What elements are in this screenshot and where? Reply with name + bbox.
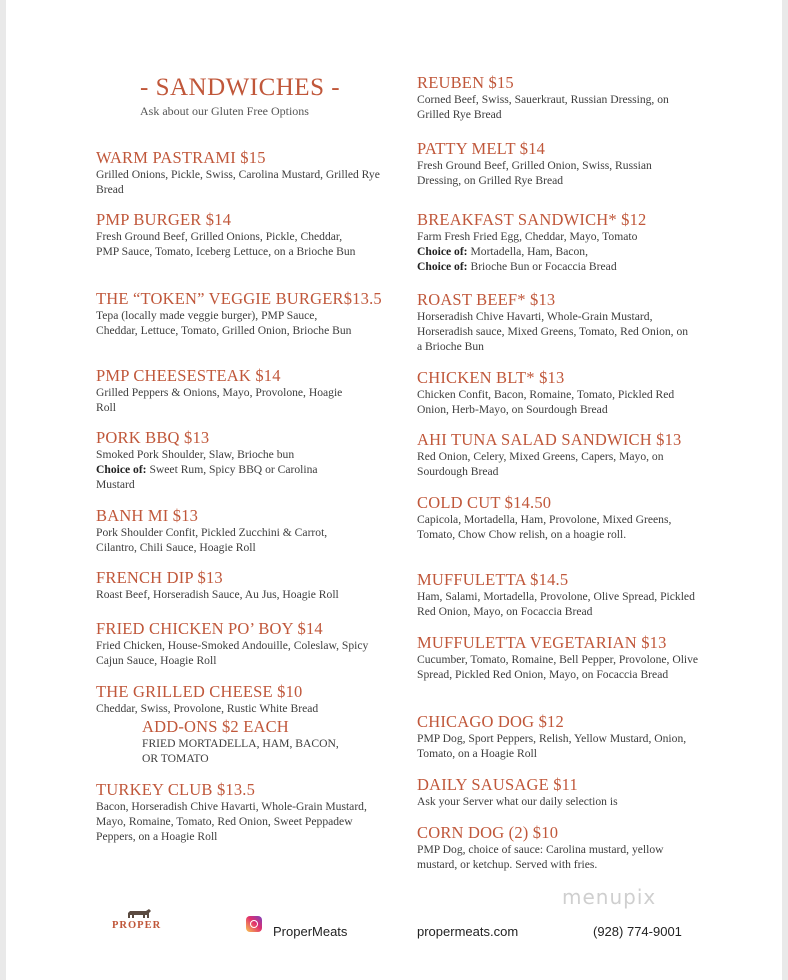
menu-item-cold-cut — [417, 493, 717, 542]
menu-item-veggie-burger — [96, 289, 396, 338]
item-description: Grilled Peppers & Onions, Mayo, Provolone, Hoagie Roll — [96, 386, 343, 414]
item-name: TURKEY CLUB $13.5 — [96, 780, 256, 799]
logo-text: PROPER — [112, 920, 162, 931]
addons-title: ADD-ONS $2 EACH — [142, 717, 289, 736]
menu-item-muffuletta — [417, 570, 717, 619]
item-name: PMP BURGER $14 — [96, 210, 232, 229]
item-name: WARM PASTRAMI $15 — [96, 148, 266, 167]
menu-item-patty-melt — [417, 139, 717, 188]
item-name: COLD CUT $14.50 — [417, 493, 552, 512]
menu-item-pork-bbq — [96, 428, 396, 492]
instagram-handle[interactable]: ProperMeats — [273, 924, 348, 939]
item-choice-bread — [417, 259, 717, 274]
item-description: Ask your Server what our daily selection is — [417, 795, 618, 808]
item-description: Bacon, Horseradish Chive Havarti, Whole-Grain Mustard, Mayo, Romaine, Tomato, Red Onion, Sweet Peppadew Peppers, on a Hoagie Roll — [96, 800, 367, 843]
menu-item-french-dip — [96, 568, 396, 602]
item-description: PMP Dog, choice of sauce: Carolina mustard, yellow mustard, or ketchup. Served with fries. — [417, 843, 664, 871]
watermark: menupix — [562, 885, 657, 909]
item-name: AHI TUNA SALAD SANDWICH $13 — [417, 430, 682, 449]
instagram-icon[interactable] — [246, 916, 262, 932]
item-description: Corned Beef, Swiss, Sauerkraut, Russian Dressing, on Grilled Rye Bread — [417, 93, 669, 121]
page-subtitle: Ask about our Gluten Free Options — [140, 104, 309, 118]
item-description: Red Onion, Celery, Mixed Greens, Capers, Mayo, on Sourdough Bread — [417, 450, 664, 478]
menu-item-chicago-dog — [417, 712, 717, 761]
item-description: Cheddar, Swiss, Provolone, Rustic White Bread — [96, 702, 319, 715]
choice-label: Choice of: — [417, 260, 468, 273]
item-name: THE GRILLED CHEESE $10 — [96, 682, 303, 701]
choice-text: Brioche Bun or Focaccia Bread — [467, 260, 617, 273]
menu-item-warm-pastrami — [96, 148, 396, 197]
menu-item-pmp-burger — [96, 210, 396, 259]
menu-item-chicken-blt — [417, 368, 717, 417]
addons-section — [142, 717, 362, 766]
item-description: Fried Chicken, House-Smoked Andouille, Coleslaw, Spicy Cajun Sauce, Hoagie Roll — [96, 639, 369, 667]
item-description: Ham, Salami, Mortadella, Provolone, Olive Spread, Pickled Red Onion, Mayo, on Focaccia Bread — [417, 590, 695, 618]
item-description: Grilled Onions, Pickle, Swiss, Carolina Mustard, Grilled Rye Bread — [96, 168, 380, 196]
menu-item-muffuletta-vegetarian — [417, 633, 717, 682]
choice-text: Sweet Rum, Spicy BBQ or Carolina Mustard — [96, 463, 318, 491]
item-description: Farm Fresh Fried Egg, Cheddar, Mayo, Tomato — [417, 230, 638, 243]
proper-logo — [106, 908, 174, 938]
item-description: PMP Dog, Sport Peppers, Relish, Yellow Mustard, Onion, Tomato, on a Hoagie Roll — [417, 732, 687, 760]
menu-item-turkey-club — [96, 780, 396, 844]
item-description: Pork Shoulder Confit, Pickled Zucchini & Carrot, Cilantro, Chili Sauce, Hoagie Roll — [96, 526, 328, 554]
item-description: Chicken Confit, Bacon, Romaine, Tomato, Pickled Red Onion, Herb-Mayo, on Sourdough Bread — [417, 388, 675, 416]
item-name: CHICKEN BLT* $13 — [417, 368, 565, 387]
addons-list: FRIED MORTADELLA, HAM, BACON, OR TOMATO — [142, 737, 339, 765]
item-choice-meat — [417, 244, 717, 259]
item-description: Fresh Ground Beef, Grilled Onion, Swiss, Russian Dressing, on Grilled Rye Bread — [417, 159, 652, 187]
menu-item-roast-beef — [417, 290, 717, 354]
menu-item-ahi-tuna — [417, 430, 717, 479]
menu-item-reuben — [417, 73, 717, 122]
menu-item-pmp-cheesesteak — [96, 366, 396, 415]
item-name: PORK BBQ $13 — [96, 428, 210, 447]
item-name: PMP CHEESESTEAK $14 — [96, 366, 281, 385]
item-name: MUFFULETTA VEGETARIAN $13 — [417, 633, 667, 652]
item-name: DAILY SAUSAGE $11 — [417, 775, 578, 794]
item-name: MUFFULETTA $14.5 — [417, 570, 569, 589]
menu-item-banh-mi — [96, 506, 396, 555]
item-name: BANH MI $13 — [96, 506, 199, 525]
menu-item-breakfast-sandwich — [417, 210, 717, 274]
item-name: FRIED CHICKEN PO’ BOY $14 — [96, 619, 323, 638]
item-name: FRENCH DIP $13 — [96, 568, 223, 587]
menu-item-corn-dog — [417, 823, 717, 872]
choice-label: Choice of: — [417, 245, 468, 258]
item-description: Smoked Pork Shoulder, Slaw, Brioche bun — [96, 448, 295, 461]
menu-item-fried-chicken-po-boy — [96, 619, 396, 668]
item-name: ROAST BEEF* $13 — [417, 290, 556, 309]
website-link[interactable]: propermeats.com — [417, 924, 519, 939]
item-description: Fresh Ground Beef, Grilled Onions, Pickle, Cheddar, PMP Sauce, Tomato, Iceberg Lettuce, on a Brioche Bun — [96, 230, 356, 258]
item-description: Horseradish Chive Havarti, Whole-Grain Mustard, Horseradish sauce, Mixed Greens, Tomato, Red Onion, on a Brioche Bun — [417, 310, 689, 353]
page-title: - SANDWICHES - — [140, 74, 341, 101]
item-description: Tepa (locally made veggie burger), PMP Sauce, Cheddar, Lettuce, Tomato, Grilled Onion, Brioche Bun — [96, 309, 352, 337]
choice-text: Mortadella, Ham, Bacon, — [467, 245, 588, 258]
item-description: Cucumber, Tomato, Romaine, Bell Pepper, Provolone, Olive Spread, Pickled Red Onion, Mayo, on Focaccia Bread — [417, 653, 699, 681]
item-name: BREAKFAST SANDWICH* $12 — [417, 210, 647, 229]
item-description: Capicola, Mortadella, Ham, Provolone, Mixed Greens, Tomato, Chow Chow relish, on a hoagie roll. — [417, 513, 672, 541]
menu-item-grilled-cheese — [96, 682, 396, 716]
choice-label: Choice of: — [96, 463, 147, 476]
item-name: REUBEN $15 — [417, 73, 514, 92]
item-choice — [96, 462, 356, 492]
menu-item-daily-sausage — [417, 775, 717, 809]
item-name: THE “TOKEN” VEGGIE BURGER$13.5 — [96, 289, 382, 308]
item-name: CORN DOG (2) $10 — [417, 823, 559, 842]
item-name: PATTY MELT $14 — [417, 139, 546, 158]
item-description: Roast Beef, Horseradish Sauce, Au Jus, Hoagie Roll — [96, 588, 339, 601]
menu-page — [6, 0, 782, 980]
item-name: CHICAGO DOG $12 — [417, 712, 564, 731]
phone-number[interactable]: (928) 774-9001 — [593, 924, 682, 939]
